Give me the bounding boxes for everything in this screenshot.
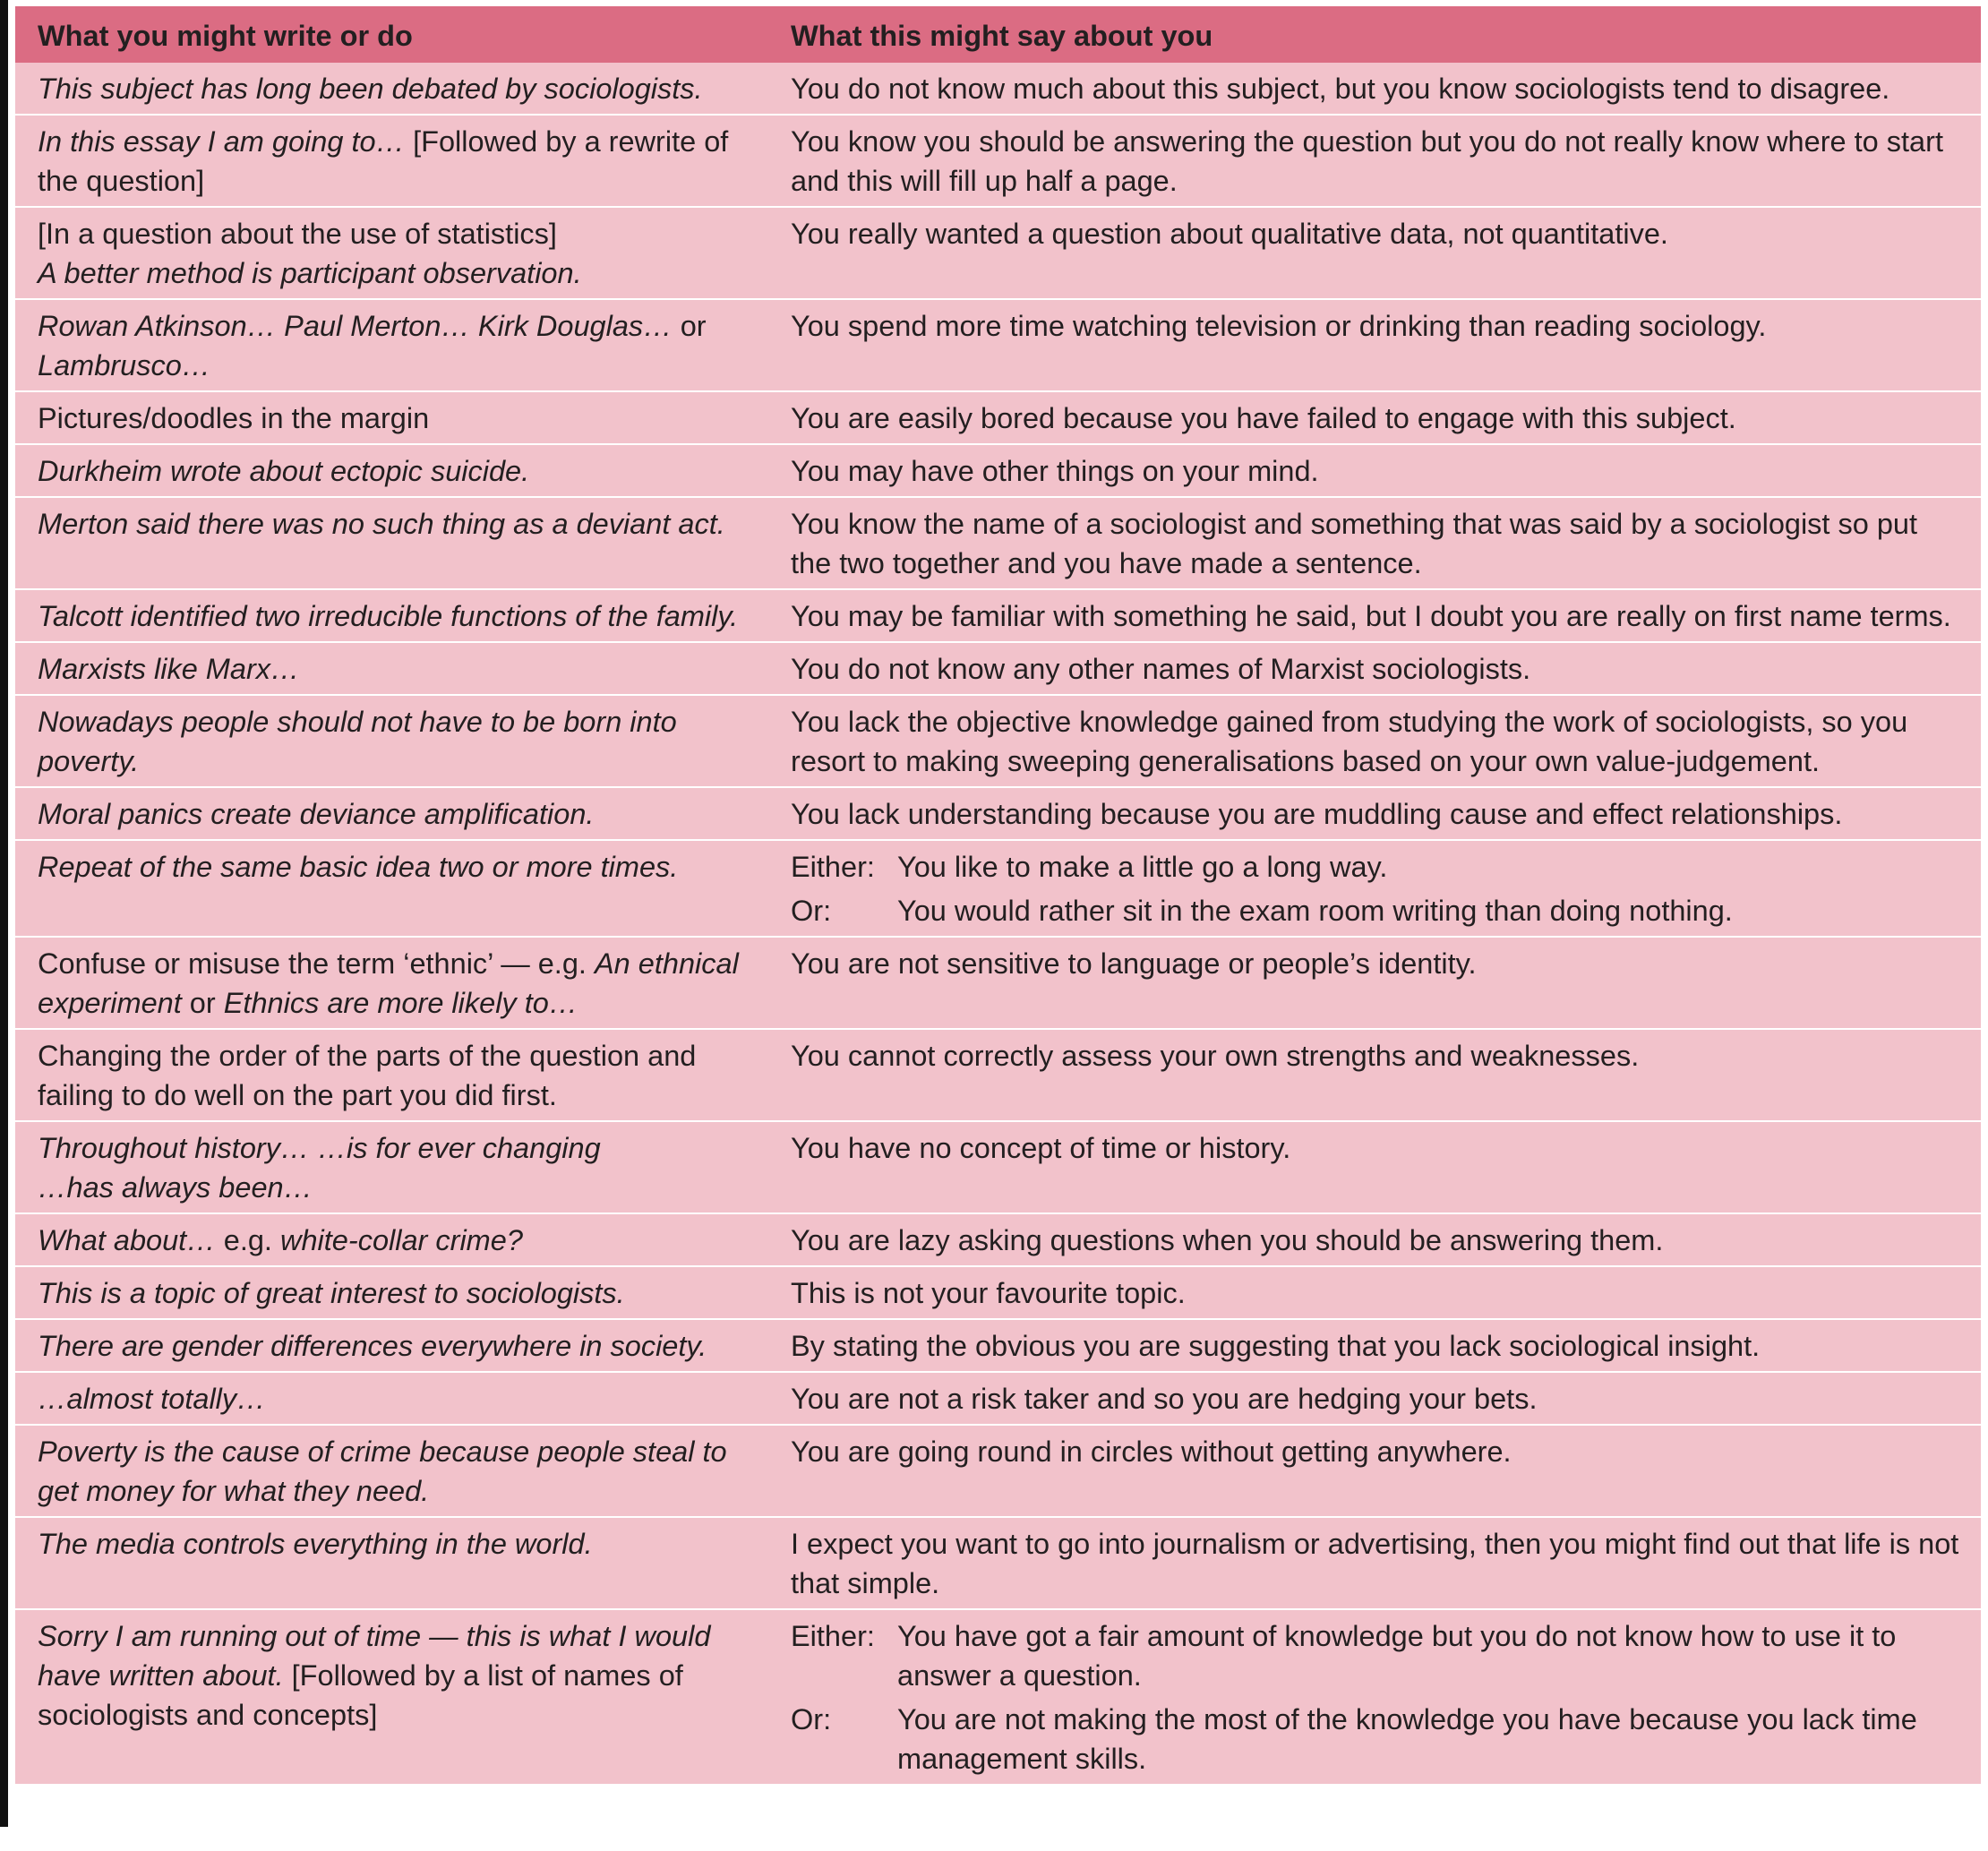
table-row <box>15 497 1981 589</box>
cell-write-or-do <box>15 1372 791 1425</box>
cell-says-about-you: You do not know any other names of Marxist sociologists. <box>791 642 1981 695</box>
cell-says-about-you: You lack understanding because you are muddling cause and effect relationships. <box>791 787 1981 840</box>
table-row <box>15 589 1981 642</box>
cell-write-or-do <box>15 1266 791 1319</box>
advice-table <box>15 6 1981 1786</box>
cell-says-about-you: You are easily bored because you have failed to engage with this subject. <box>791 391 1981 444</box>
table-row <box>15 1609 1981 1785</box>
cell-text-segment: Merton said there was no such thing as a deviant act. <box>38 508 725 540</box>
cell-says-about-you: I expect you want to go into journalism or advertising, then you might find out that life is not that simple. <box>791 1517 1981 1609</box>
table-row <box>15 299 1981 391</box>
cell-says-about-you: You know the name of a sociologist and something that was said by a sociologist so put the two together and you have made a sentence. <box>791 497 1981 589</box>
cell-write-or-do <box>15 840 791 937</box>
table-row <box>15 1121 1981 1213</box>
table-row <box>15 444 1981 497</box>
cell-text-segment: A better method is participant observation. <box>38 257 582 289</box>
cell-text-segment: Throughout history… …is for ever changing <box>38 1132 601 1164</box>
table-row <box>15 1213 1981 1266</box>
cell-text-segment: e.g. <box>223 1224 280 1256</box>
table-row <box>15 840 1981 937</box>
table-row <box>15 642 1981 695</box>
column-header-says-about-you: What this might say about you <box>791 6 1981 63</box>
cell-text-segment: The media controls everything in the world. <box>38 1528 593 1560</box>
cell-write-or-do <box>15 1319 791 1372</box>
cell-text-segment: …almost totally… <box>38 1383 266 1415</box>
cell-text-segment: What about… <box>38 1224 224 1256</box>
cell-text-segment: Confuse or misuse the term ‘ethnic’ — e.g. <box>38 947 595 980</box>
cell-text-segment: Pictures/doodles in the margin <box>38 402 430 434</box>
cell-write-or-do <box>15 589 791 642</box>
cell-write-or-do <box>15 787 791 840</box>
table-container <box>15 6 1981 1786</box>
cell-says-about-you: You are lazy asking questions when you should be answering them. <box>791 1213 1981 1266</box>
cell-text-segment: white-collar crime? <box>280 1224 523 1256</box>
table-row <box>15 1266 1981 1319</box>
cell-says-about-you: You lack the objective knowledge gained from studying the work of sociologists, so you resort to making sweeping generalisations based on your own value-judgement. <box>791 695 1981 787</box>
cell-text-segment: Lambrusco… <box>38 349 211 381</box>
table-body <box>15 63 1981 1785</box>
table-row <box>15 115 1981 207</box>
table-row <box>15 63 1981 115</box>
cell-text-segment: Nowadays people should not have to be born into poverty. <box>38 706 677 777</box>
cell-text-segment: …has always been… <box>38 1171 313 1204</box>
cell-text-segment: Sorry I am running out of time — this is what I would have written about. <box>38 1620 711 1692</box>
cell-text-segment: [Followed by a list of names of sociologists and concepts] <box>38 1659 683 1731</box>
cell-text-segment: Marxists like Marx… <box>38 653 300 685</box>
cell-text-segment: [Followed by a rewrite of the question] <box>38 125 729 197</box>
cell-says-about-you: You may be familiar with something he said, but I doubt you are really on first name terms. <box>791 589 1981 642</box>
cell-write-or-do <box>15 207 791 299</box>
cell-says-about-you: You are not a risk taker and so you are hedging your bets. <box>791 1372 1981 1425</box>
cell-says-about-you: You spend more time watching television or drinking than reading sociology. <box>791 299 1981 391</box>
answer-option <box>791 1616 1961 1695</box>
cell-text-segment: There are gender differences everywhere in society. <box>38 1330 707 1362</box>
cell-text-segment: Changing the order of the parts of the question and failing to do well on the part you did first. <box>38 1040 697 1111</box>
cell-write-or-do <box>15 497 791 589</box>
answer-option-label: Or: <box>791 895 832 927</box>
cell-says-about-you: By stating the obvious you are suggesting that you lack sociological insight. <box>791 1319 1981 1372</box>
cell-text-segment: Ethnics are more likely to… <box>223 987 578 1019</box>
cell-write-or-do <box>15 642 791 695</box>
cell-write-or-do <box>15 1121 791 1213</box>
cell-says-about-you: You do not know much about this subject, but you know sociologists tend to disagree. <box>791 63 1981 115</box>
cell-text-segment: or <box>181 987 224 1019</box>
cell-write-or-do <box>15 115 791 207</box>
cell-text-segment: Poverty is the cause of crime because people steal to get money for what they need. <box>38 1435 727 1507</box>
cell-write-or-do <box>15 1213 791 1266</box>
cell-text-segment: This is a topic of great interest to sociologists. <box>38 1277 625 1309</box>
cell-text-segment: In this essay I am going to… <box>38 125 414 158</box>
table-row <box>15 1372 1981 1425</box>
cell-write-or-do <box>15 695 791 787</box>
answer-option <box>791 847 1961 887</box>
answer-option-label: Either: <box>791 1620 875 1652</box>
cell-write-or-do <box>15 1029 791 1121</box>
cell-says-about-you <box>791 1609 1981 1785</box>
table-row <box>15 1517 1981 1609</box>
cell-says-about-you: You are not sensitive to language or people’s identity. <box>791 937 1981 1029</box>
cell-text-segment: An ethnical experiment <box>38 947 739 1019</box>
cell-says-about-you: You know you should be answering the question but you do not really know where to start and this will fill up half a page. <box>791 115 1981 207</box>
cell-text-segment: Repeat of the same basic idea two or more times. <box>38 851 679 883</box>
table-row <box>15 695 1981 787</box>
cell-write-or-do <box>15 937 791 1029</box>
cell-text-segment: Rowan Atkinson… Paul Merton… Kirk Douglas… <box>38 310 681 342</box>
answer-option-text: You like to make a little go a long way. <box>897 851 1388 883</box>
cell-write-or-do <box>15 391 791 444</box>
cell-says-about-you: You are going round in circles without getting anywhere. <box>791 1425 1981 1517</box>
cell-says-about-you: You may have other things on your mind. <box>791 444 1981 497</box>
cell-says-about-you: This is not your favourite topic. <box>791 1266 1981 1319</box>
table-row <box>15 937 1981 1029</box>
answer-option <box>791 891 1961 930</box>
cell-text-segment: [In a question about the use of statistics] <box>38 218 557 250</box>
cell-says-about-you: You really wanted a question about qualitative data, not quantitative. <box>791 207 1981 299</box>
cell-write-or-do <box>15 299 791 391</box>
cell-says-about-you: You cannot correctly assess your own strengths and weaknesses. <box>791 1029 1981 1121</box>
header-row <box>15 6 1981 63</box>
cell-text-segment: Durkheim wrote about ectopic suicide. <box>38 455 530 487</box>
cell-says-about-you: You have no concept of time or history. <box>791 1121 1981 1213</box>
cell-write-or-do <box>15 63 791 115</box>
column-header-write-or-do: What you might write or do <box>15 6 791 63</box>
answer-option-text: You have got a fair amount of knowledge but you do not know how to use it to answer a question. <box>897 1620 1897 1692</box>
answer-option-text: You are not making the most of the knowledge you have because you lack time management skills. <box>897 1703 1917 1775</box>
cell-write-or-do <box>15 1425 791 1517</box>
answer-option-label: Either: <box>791 851 875 883</box>
cell-says-about-you <box>791 840 1981 937</box>
table-row <box>15 207 1981 299</box>
table-row <box>15 391 1981 444</box>
cell-text-segment: or <box>680 310 707 342</box>
cell-text-segment: Talcott identified two irreducible functions of the family. <box>38 600 739 632</box>
answer-option-label: Or: <box>791 1703 832 1735</box>
cell-write-or-do <box>15 444 791 497</box>
cell-text-segment: This subject has long been debated by sociologists. <box>38 73 703 105</box>
table-row <box>15 1029 1981 1121</box>
table-row <box>15 787 1981 840</box>
table-row <box>15 1319 1981 1372</box>
cell-write-or-do <box>15 1609 791 1785</box>
left-edge-bar <box>0 0 8 1827</box>
answer-option-text: You would rather sit in the exam room writing than doing nothing. <box>897 895 1733 927</box>
answer-option <box>791 1700 1961 1778</box>
cell-write-or-do <box>15 1517 791 1609</box>
table-row <box>15 1425 1981 1517</box>
cell-text-segment: Moral panics create deviance amplification. <box>38 798 595 830</box>
